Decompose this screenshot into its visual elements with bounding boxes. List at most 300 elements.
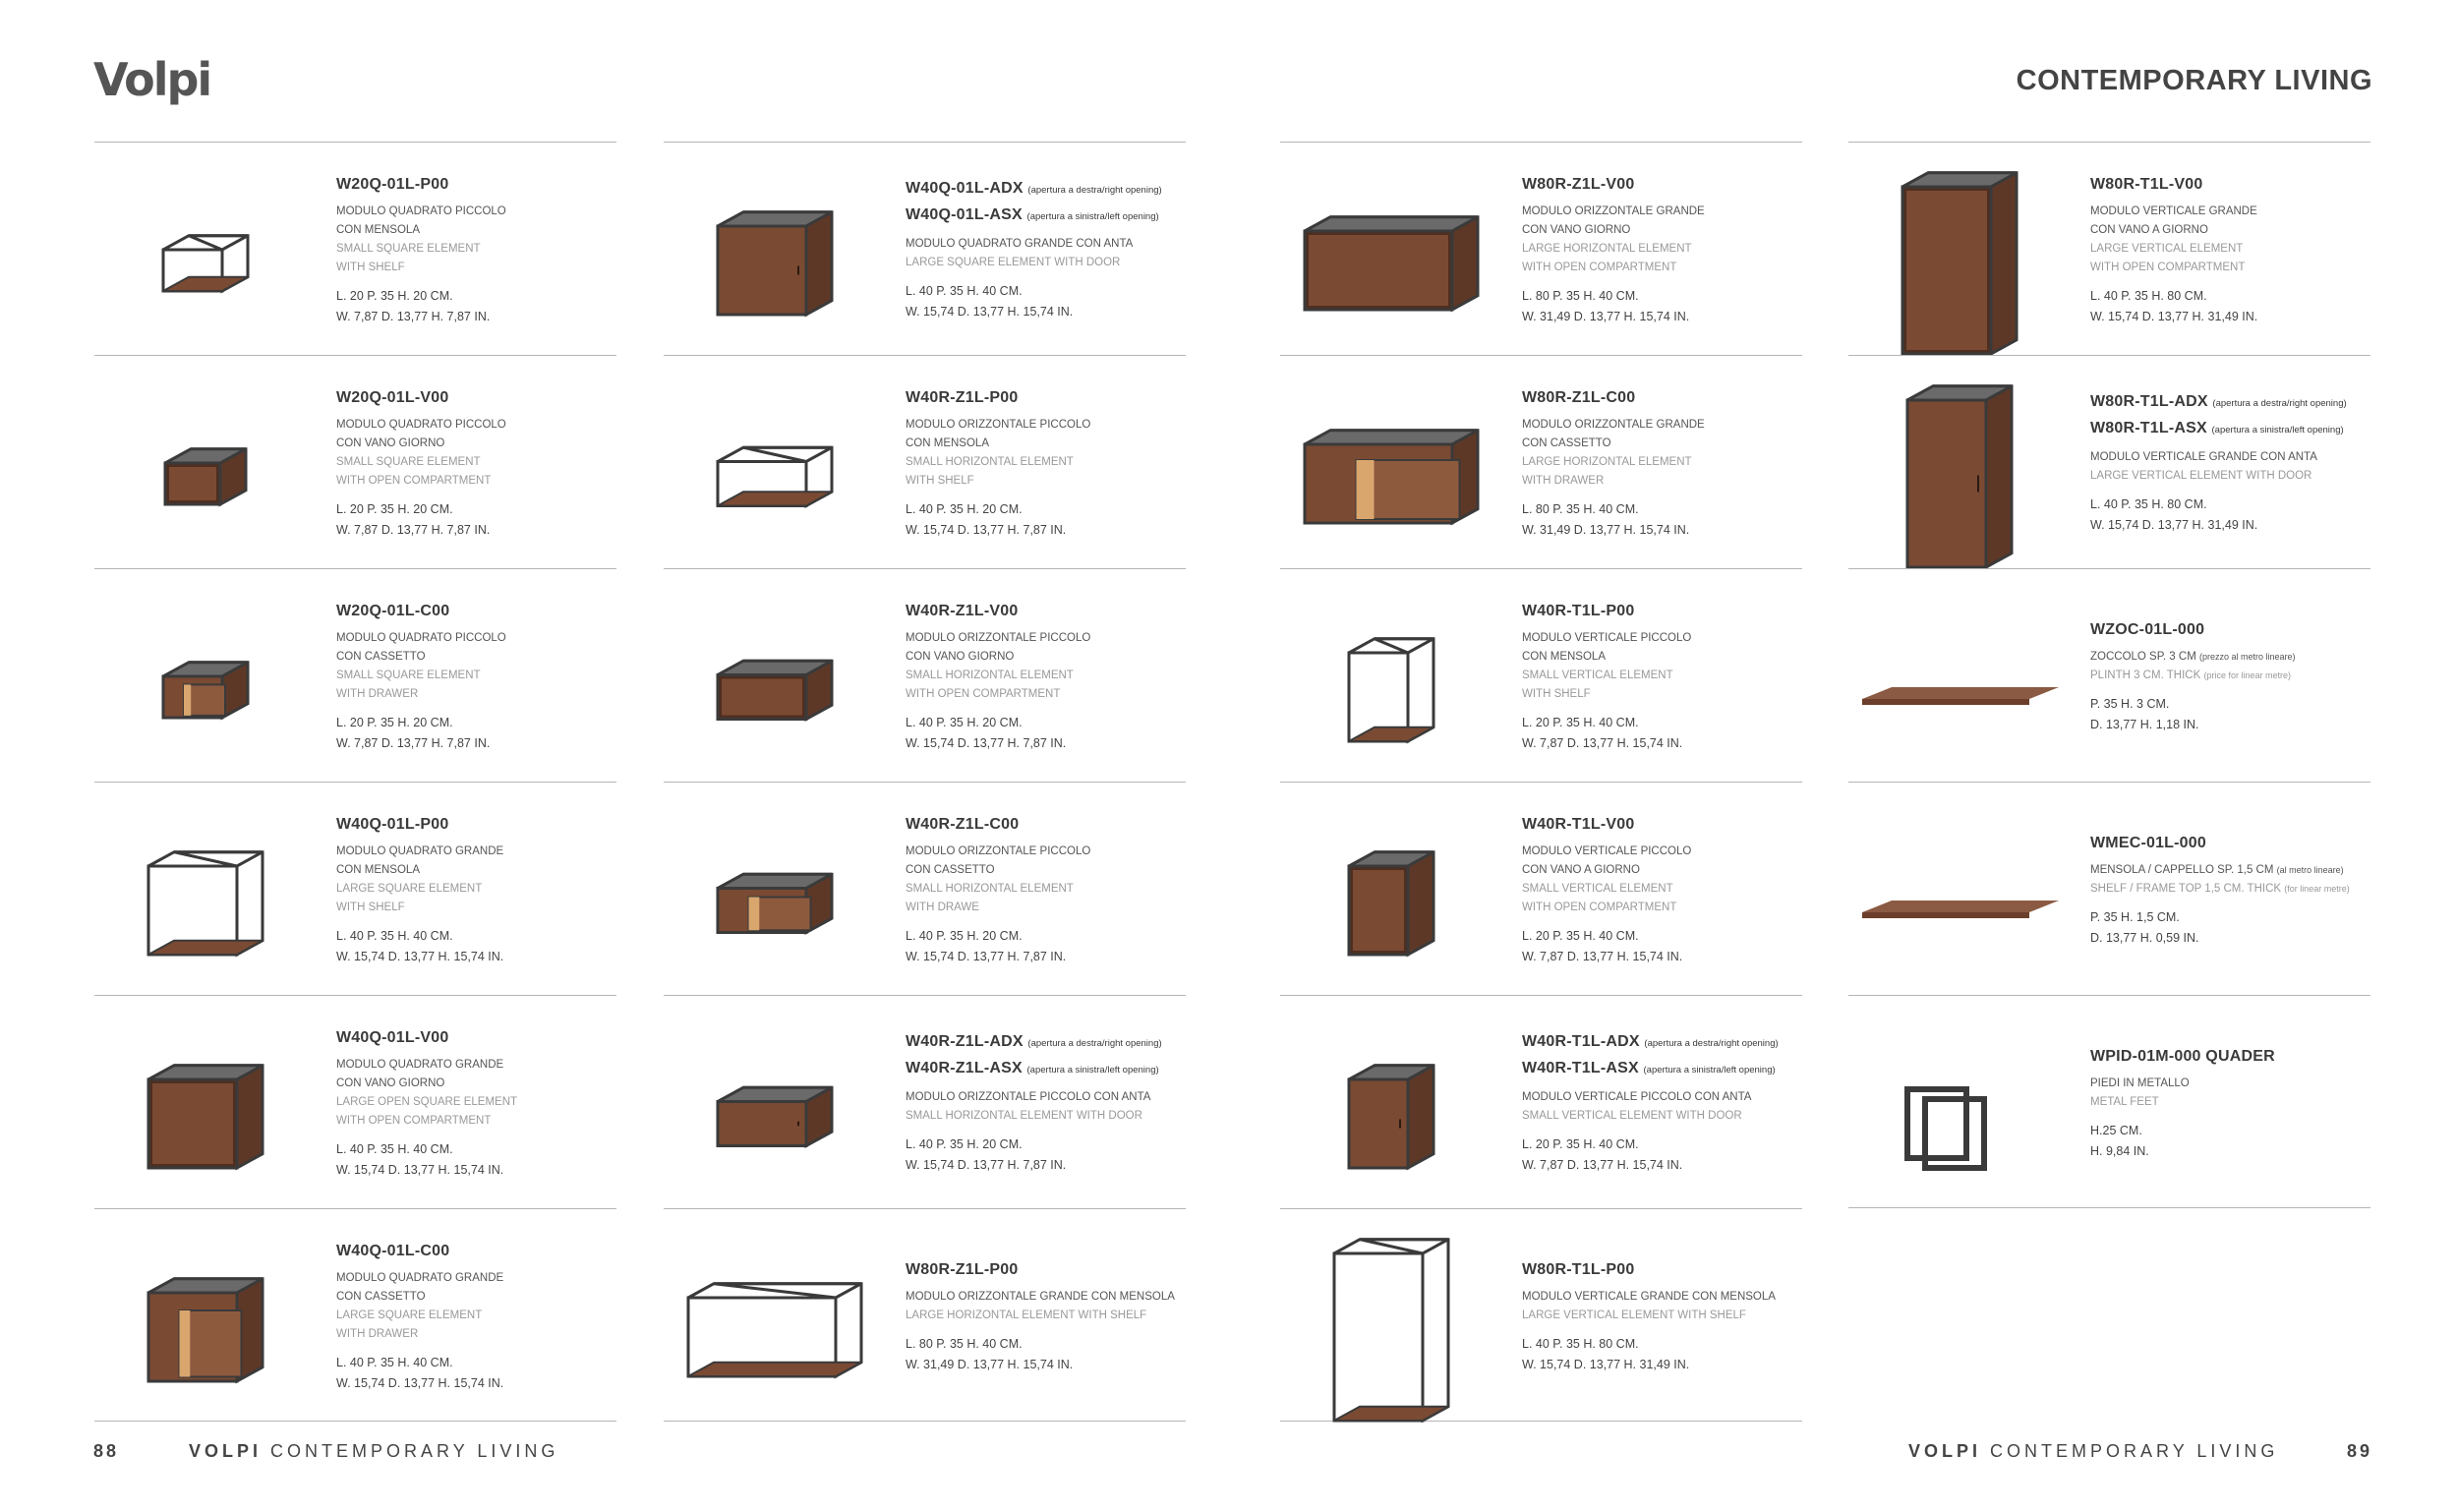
product-code: W20Q-01L-V00 (336, 388, 449, 406)
product-thumbnail (1280, 143, 1516, 356)
italian-description-text: CON MENSOLA (1522, 650, 1606, 663)
italian-description-text: MODULO VERTICALE GRANDE CON MENSOLA (1522, 1290, 1776, 1303)
product-dimensions (1522, 1334, 1807, 1375)
italian-description (1522, 1288, 1807, 1307)
italian-description-text: MODULO QUADRATO PICCOLO (336, 204, 506, 217)
product-code: W40Q-01L-ASX (906, 206, 1023, 223)
product-code-line (906, 1257, 1191, 1282)
italian-description (2090, 648, 2375, 667)
english-description (336, 259, 621, 277)
product-codes (1522, 1029, 1807, 1082)
footer-brand-right (1908, 1441, 2278, 1462)
italian-description-text: MODULO ORIZZONTALE PICCOLO CON ANTA (906, 1091, 1151, 1103)
italian-description (336, 861, 621, 880)
footer-brand-rest: CONTEMPORARY LIVING (270, 1441, 559, 1461)
open-product-image (1848, 143, 2084, 356)
product-dimensions (906, 499, 1191, 541)
italian-description (336, 221, 621, 240)
product-code: W40R-Z1L-ADX (906, 1033, 1024, 1050)
italian-description (906, 648, 1191, 667)
product-code-line (2090, 1044, 2375, 1069)
product-codes (906, 176, 1191, 229)
product-thumbnail (1280, 569, 1516, 783)
product-code-line (2090, 617, 2375, 642)
italian-description (336, 648, 621, 667)
product-codes (1522, 172, 1807, 197)
italian-description-text: MODULO QUADRATO PICCOLO (336, 631, 506, 644)
english-description-text: SMALL VERTICAL ELEMENT (1522, 669, 1673, 681)
italian-description-text: CON VANO GIORNO (906, 650, 1015, 663)
product-details (1522, 569, 1807, 783)
dimension-line: W. 15,74 D. 13,77 H. 15,74 IN. (336, 1162, 504, 1177)
product-code: W40R-T1L-P00 (1522, 602, 1635, 619)
product-codes (336, 172, 621, 197)
product-card (1280, 1208, 1802, 1422)
product-card (94, 995, 616, 1208)
product-card (94, 782, 616, 995)
dimension-line: L. 40 P. 35 H. 40 CM. (336, 1141, 453, 1156)
product-code: WZOC-01L-000 (2090, 620, 2205, 638)
italian-description-text: MODULO VERTICALE PICCOLO (1522, 631, 1692, 644)
product-details (336, 356, 621, 569)
english-description (906, 685, 1191, 704)
drawer-inside (180, 1310, 191, 1377)
product-details (2090, 569, 2375, 783)
product-details (336, 1209, 621, 1423)
english-description-text: WITH SHELF (906, 474, 974, 487)
frame-product-image (1280, 569, 1516, 783)
product-dimensions (1522, 286, 1807, 327)
product-code: WMEC-01L-000 (2090, 834, 2206, 851)
drawer-inside (184, 684, 191, 716)
opening-note: (apertura a sinistra/left opening) (1643, 1065, 1776, 1076)
product-code: WPID-01M-000 QUADER (2090, 1047, 2275, 1065)
italian-description-text: CON VANO A GIORNO (2090, 223, 2208, 236)
product-thumbnail (1280, 783, 1516, 996)
product-card (664, 355, 1186, 568)
english-description (1522, 685, 1807, 704)
product-card (664, 782, 1186, 995)
dimension-line: W. 15,74 D. 13,77 H. 15,74 IN. (336, 949, 504, 963)
dimension-line: W. 15,74 D. 13,77 H. 7,87 IN. (906, 1158, 1067, 1172)
italian-description-text: CON CASSETTO (1522, 436, 1611, 449)
english-description (1522, 880, 1807, 899)
product-details (1522, 1209, 1807, 1423)
dimension-line: W. 7,87 D. 13,77 H. 15,74 IN. (1522, 735, 1683, 750)
product-code: W40Q-01L-C00 (336, 1242, 450, 1259)
cabinet-front-door (718, 1102, 806, 1146)
dimension-line: L. 40 P. 35 H. 20 CM. (906, 928, 1023, 943)
italian-description-text: MENSOLA / CAPPELLO SP. 1,5 CM (2090, 863, 2274, 876)
english-description-text: WITH DRAWER (1522, 474, 1605, 487)
dimension-line: L. 20 P. 35 H. 40 CM. (1522, 928, 1639, 943)
product-code-line (906, 203, 1191, 229)
english-description (1522, 472, 1807, 491)
italian-description (1522, 221, 1807, 240)
product-card (94, 568, 616, 782)
product-dimensions (906, 926, 1191, 967)
shelf-product-image (1848, 783, 2084, 996)
english-description (336, 1325, 621, 1344)
product-thumbnail (664, 1209, 900, 1423)
product-code: W80R-Z1L-C00 (1522, 388, 1636, 406)
italian-description (1522, 648, 1807, 667)
italian-description-text: MODULO ORIZZONTALE GRANDE (1522, 204, 1705, 217)
italian-description (1522, 1088, 1807, 1107)
english-description-text: LARGE SQUARE ELEMENT WITH DOOR (906, 257, 1121, 268)
english-description (906, 472, 1191, 491)
product-column-1 (94, 142, 616, 1422)
product-column-3 (1280, 142, 1802, 1422)
english-description (336, 685, 621, 704)
product-thumbnail (1280, 356, 1516, 569)
dimension-line: L. 40 P. 35 H. 80 CM. (1522, 1336, 1639, 1351)
product-code-line (1522, 1056, 1807, 1082)
product-code: W40Q-01L-V00 (336, 1028, 449, 1046)
italian-description (906, 629, 1191, 648)
product-code-line (906, 599, 1191, 623)
italian-description-text: CON CASSETTO (906, 863, 995, 876)
product-details (2090, 356, 2375, 569)
product-details (906, 143, 1191, 356)
italian-description-text: MODULO QUADRATO GRANDE (336, 1271, 504, 1284)
product-dimensions (336, 1139, 621, 1181)
dimension-line: W. 7,87 D. 13,77 H. 15,74 IN. (1522, 1158, 1683, 1172)
english-description (2090, 240, 2375, 259)
italian-description (336, 1269, 621, 1288)
dimension-line: W. 7,87 D. 13,77 H. 7,87 IN. (336, 309, 491, 323)
english-description (1522, 453, 1807, 472)
italian-description-text: CON VANO GIORNO (336, 436, 445, 449)
product-code: W40R-Z1L-ASX (906, 1060, 1023, 1076)
product-thumbnail (94, 1209, 330, 1423)
product-codes (336, 1239, 621, 1263)
english-description (2090, 667, 2375, 685)
footer-brand-bold: VOLPI (189, 1441, 263, 1461)
english-description-text: METAL FEET (2090, 1095, 2159, 1108)
product-details (906, 356, 1191, 569)
product-thumbnail (1848, 356, 2084, 569)
product-card (1280, 995, 1802, 1208)
frame-product-image (94, 143, 330, 356)
product-codes (2090, 172, 2375, 197)
product-code-line (906, 812, 1191, 837)
dimension-line: P. 35 H. 1,5 CM. (2090, 909, 2180, 924)
product-card (1848, 355, 2370, 568)
product-code-line (1522, 385, 1807, 410)
feet-product-image (1848, 996, 2084, 1209)
english-description-text: LARGE VERTICAL ELEMENT (2090, 242, 2244, 255)
dimension-line: L. 20 P. 35 H. 20 CM. (336, 501, 453, 516)
product-code-line (1522, 1029, 1807, 1056)
footer-brand-rest: CONTEMPORARY LIVING (1990, 1441, 2279, 1461)
english-description (1522, 1107, 1807, 1126)
open-product-image (94, 996, 330, 1209)
product-code: W40R-T1L-ASX (1522, 1060, 1639, 1076)
product-details (1522, 783, 1807, 996)
dimension-line: P. 35 H. 3 CM. (2090, 696, 2170, 711)
english-description-text: WITH OPEN COMPARTMENT (2090, 261, 2246, 273)
dimension-line: L. 20 P. 35 H. 20 CM. (336, 288, 453, 303)
product-code-line (2090, 831, 2375, 855)
english-description-text: SMALL HORIZONTAL ELEMENT WITH DOOR (906, 1110, 1142, 1122)
dimension-line: W. 15,74 D. 13,77 H. 31,49 IN. (2090, 518, 2258, 532)
english-description-text: LARGE HORIZONTAL ELEMENT (1522, 242, 1692, 255)
english-description (2090, 1093, 2375, 1112)
product-dimensions (906, 281, 1191, 322)
product-dimensions (2090, 694, 2375, 735)
product-thumbnail (94, 143, 330, 356)
italian-description (336, 435, 621, 453)
opening-note: (apertura a destra/right opening) (1027, 185, 1162, 196)
dimension-line: L. 80 P. 35 H. 40 CM. (906, 1336, 1023, 1351)
product-dimensions (336, 713, 621, 754)
door-product-image (664, 996, 900, 1209)
dimension-line: L. 40 P. 35 H. 40 CM. (336, 1355, 453, 1369)
product-thumbnail (664, 356, 900, 569)
dimension-line: L. 40 P. 35 H. 20 CM. (906, 1137, 1023, 1151)
english-description (906, 1107, 1191, 1126)
italian-note: (prezzo al metro lineare) (2199, 651, 2296, 662)
dimension-line: L. 20 P. 35 H. 40 CM. (1522, 1137, 1639, 1151)
product-code: W80R-T1L-P00 (1522, 1260, 1635, 1278)
dimension-line: L. 40 P. 35 H. 20 CM. (906, 501, 1023, 516)
dimension-line: W. 15,74 D. 13,77 H. 15,74 IN. (336, 1375, 504, 1390)
product-details (906, 569, 1191, 783)
product-code-line (336, 385, 621, 410)
product-dimensions (1522, 926, 1807, 967)
cabinet-top (1305, 431, 1478, 444)
product-thumbnail (664, 569, 900, 783)
dimension-line: W. 7,87 D. 13,77 H. 15,74 IN. (1522, 949, 1683, 963)
drawer-inside (1357, 460, 1375, 519)
english-description (906, 254, 1191, 272)
product-details (1522, 143, 1807, 356)
product-thumbnail (94, 356, 330, 569)
italian-description-text: CON CASSETTO (336, 650, 426, 663)
english-description-text: WITH SHELF (336, 901, 405, 913)
product-details (2090, 996, 2375, 1209)
board-top (1862, 901, 2059, 912)
product-code-line (1522, 1257, 1807, 1282)
dimension-line: L. 20 P. 35 H. 20 CM. (336, 715, 453, 729)
product-thumbnail (664, 143, 900, 356)
dimension-line: W. 15,74 D. 13,77 H. 7,87 IN. (906, 522, 1067, 537)
product-code: W80R-Z1L-V00 (1522, 175, 1635, 193)
english-description (336, 899, 621, 917)
english-description (336, 1093, 621, 1112)
product-thumbnail (1848, 783, 2084, 996)
product-code-line (906, 176, 1191, 203)
drawer-product-image (94, 1209, 330, 1423)
product-dimensions (1522, 713, 1807, 754)
italian-description (1522, 843, 1807, 861)
product-codes (336, 1025, 621, 1050)
product-dimensions (336, 499, 621, 541)
italian-description (906, 235, 1191, 254)
dimension-line: W. 15,74 D. 13,77 H. 31,49 IN. (2090, 309, 2258, 323)
product-thumbnail (94, 569, 330, 783)
italian-description (336, 1288, 621, 1307)
dimension-line: L. 20 P. 35 H. 40 CM. (1522, 715, 1639, 729)
product-dimensions (2090, 907, 2375, 949)
product-codes (336, 385, 621, 410)
italian-description (2090, 203, 2375, 221)
product-dimensions (906, 713, 1191, 754)
page-number-left: 88 (93, 1441, 120, 1461)
english-description-text: SMALL HORIZONTAL ELEMENT (906, 669, 1074, 681)
english-description-text: WITH SHELF (1522, 687, 1591, 700)
english-description-text: SMALL HORIZONTAL ELEMENT (906, 455, 1074, 468)
english-description (906, 1307, 1191, 1325)
product-code-line (336, 1239, 621, 1263)
english-note: (for linear metre) (2284, 883, 2350, 894)
product-details (906, 783, 1191, 996)
english-description (2090, 259, 2375, 277)
brand-logo: Volpi (93, 53, 211, 106)
dimension-line: L. 40 P. 35 H. 40 CM. (336, 928, 453, 943)
product-code: W40R-T1L-ADX (1522, 1033, 1640, 1050)
cabinet-inner-back (1353, 870, 1404, 951)
english-description (906, 899, 1191, 917)
opening-note: (apertura a sinistra/left opening) (1026, 211, 1159, 222)
product-details (336, 143, 621, 356)
english-description (336, 1112, 621, 1131)
product-dimensions (336, 926, 621, 967)
open-product-image (1280, 143, 1516, 356)
italian-description (336, 1075, 621, 1093)
english-description-text: SMALL SQUARE ELEMENT (336, 669, 481, 681)
product-card (1848, 142, 2370, 355)
english-description-text: WITH OPEN COMPARTMENT (336, 474, 492, 487)
product-details (906, 996, 1191, 1209)
drawer-inside (749, 898, 760, 931)
product-code-line (1522, 812, 1807, 837)
english-description-text: LARGE VERTICAL ELEMENT WITH DOOR (2090, 470, 2312, 482)
italian-description-text: MODULO QUADRATO PICCOLO (336, 418, 506, 431)
english-description-text: WITH DRAWER (336, 687, 419, 700)
italian-description-text: PIEDI IN METALLO (2090, 1076, 2190, 1089)
italian-description-text: MODULO VERTICALE GRANDE CON ANTA (2090, 451, 2317, 463)
italian-description-text: MODULO QUADRATO GRANDE (336, 1058, 504, 1071)
cabinet-inner-back (169, 467, 216, 500)
product-code-line (2090, 389, 2375, 416)
dimension-line: W. 31,49 D. 13,77 H. 15,74 IN. (906, 1357, 1074, 1371)
product-card (1280, 142, 1802, 355)
english-description (906, 453, 1191, 472)
product-codes (1522, 385, 1807, 410)
italian-description (906, 435, 1191, 453)
door-product-image (664, 143, 900, 356)
product-codes (906, 599, 1191, 623)
product-code: W40R-Z1L-V00 (906, 602, 1019, 619)
dimension-line: L. 40 P. 35 H. 80 CM. (2090, 497, 2207, 511)
dimension-line: H. 9,84 IN. (2090, 1143, 2149, 1158)
english-description-text: WITH OPEN COMPARTMENT (906, 687, 1061, 700)
frame-product-image (1280, 1209, 1516, 1423)
product-thumbnail (94, 783, 330, 996)
italian-note: (al metro lineare) (2276, 864, 2344, 875)
cabinet-shelf (163, 277, 248, 291)
italian-description (906, 416, 1191, 435)
product-card (94, 1208, 616, 1422)
product-codes (1522, 599, 1807, 623)
frame-product-image (664, 356, 900, 569)
english-description (1522, 259, 1807, 277)
dimension-line: L. 80 P. 35 H. 40 CM. (1522, 288, 1639, 303)
cabinet-front-frame (1334, 1253, 1423, 1421)
english-description (1522, 1307, 1807, 1325)
cabinet-shelf (148, 941, 263, 955)
opening-note: (apertura a destra/right opening) (1027, 1038, 1162, 1049)
product-code-line (336, 812, 621, 837)
english-description-text: SMALL VERTICAL ELEMENT (1522, 882, 1673, 895)
dimension-line: H.25 CM. (2090, 1123, 2142, 1137)
english-description-text: WITH OPEN COMPARTMENT (1522, 901, 1677, 913)
product-codes (336, 812, 621, 837)
italian-description-text: MODULO ORIZZONTALE PICCOLO (906, 418, 1091, 431)
cabinet-top (1305, 217, 1478, 231)
product-thumbnail (664, 996, 900, 1209)
english-description-text: WITH DRAWE (906, 901, 979, 913)
product-codes (2090, 1044, 2375, 1069)
product-details (2090, 783, 2375, 996)
italian-description (906, 1088, 1191, 1107)
english-description-text: LARGE HORIZONTAL ELEMENT (1522, 455, 1692, 468)
italian-description-text: CON VANO A GIORNO (1522, 863, 1640, 876)
italian-description-text: MODULO VERTICALE GRANDE (2090, 204, 2257, 217)
product-dimensions (1522, 499, 1807, 541)
product-codes (1522, 812, 1807, 837)
product-dimensions (2090, 286, 2375, 327)
product-code: W20Q-01L-P00 (336, 175, 449, 193)
italian-description (1522, 629, 1807, 648)
product-code-line (906, 1056, 1191, 1082)
product-details (2090, 143, 2375, 356)
english-description (906, 880, 1191, 899)
product-code: W40R-Z1L-C00 (906, 815, 1020, 833)
product-code: W80R-T1L-V00 (2090, 175, 2203, 193)
product-code: W80R-Z1L-P00 (906, 1260, 1019, 1278)
english-description (336, 880, 621, 899)
italian-description-text: MODULO ORIZZONTALE PICCOLO (906, 631, 1091, 644)
product-code: W80R-T1L-ASX (2090, 420, 2207, 436)
product-code: W20Q-01L-C00 (336, 602, 450, 619)
italian-description-text: CON CASSETTO (336, 1290, 426, 1303)
italian-description (906, 843, 1191, 861)
product-code: W40R-T1L-V00 (1522, 815, 1635, 833)
board-edge (1862, 699, 2029, 705)
cabinet-inner-back (722, 679, 802, 716)
product-codes (906, 1257, 1191, 1282)
english-description-text: LARGE SQUARE ELEMENT (336, 882, 483, 895)
cabinet-shelf (718, 492, 832, 505)
product-codes (906, 812, 1191, 837)
product-card (1280, 782, 1802, 995)
product-card (1280, 355, 1802, 568)
board-edge (1862, 912, 2029, 918)
italian-description-text: ZOCCOLO SP. 3 CM (2090, 650, 2196, 663)
product-dimensions (2090, 1121, 2375, 1162)
opening-note: (apertura a sinistra/left opening) (1026, 1065, 1159, 1076)
open-product-image (94, 356, 330, 569)
dimension-line: W. 31,49 D. 13,77 H. 15,74 IN. (1522, 309, 1690, 323)
cabinet-inner-back (1906, 191, 1987, 350)
italian-description (336, 1056, 621, 1075)
italian-description-text: MODULO ORIZZONTALE GRANDE (1522, 418, 1705, 431)
product-card (1848, 782, 2370, 995)
english-description-text: WITH OPEN COMPARTMENT (1522, 261, 1677, 273)
